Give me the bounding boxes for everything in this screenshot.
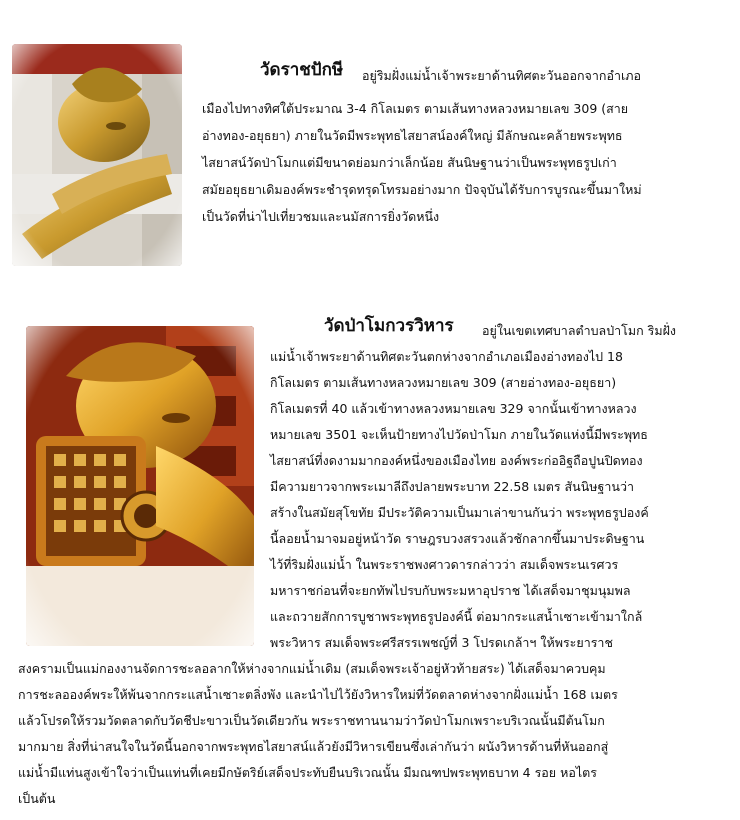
section2-line-15: การชะลอองค์พระให้พ้นจากกระแสน้ำเซาะตลิ่งพัง และนำไปไว้ยังวิหารใหม่ที่วัดตลาดห่างจากฝั่งแม่น้ำ 168 เมตร [18,687,618,702]
section2-line-14: สงครามเป็นแม่กองงานจัดการชะลอลากให้ห่างจากแม่น้ำเดิม (สมเด็จพระเจ้าอยู่หัวท้ายสระ) ได้เสด็จมาควบคุม [18,661,606,676]
section2-line-6: ไสยาสน์ที่งดงามมากองค์หนึ่งของเมืองไทย องค์พระก่ออิฐถือปูนปิดทอง [270,453,643,468]
section2-line-17: มากมาย สิ่งที่น่าสนใจในวัดนี้นอกจากพระพุทธไสยาสน์แล้วยังมีวิหารเขียนซึ่งเล่ากันว่า ผนังวิหารด้านที่หันออกสู่ [18,739,609,754]
reclining-buddha-photo-2 [26,326,254,646]
section1-line-2: เมืองไปทางทิศใต้ประมาณ 3-4 กิโลเมตร ตามเส้นทางหลวงหมายเลข 309 (สาย [202,101,629,116]
section2-line-10: ไว้ที่ริมฝั่งแม่น้ำ ในพระราชพงศาวดารกล่าวว่า สมเด็จพระนเรศวร [270,557,619,572]
section2-line-19: เป็นต้น [18,791,56,806]
section2-line-9: นี้ลอยน้ำมาจมอยู่หน้าวัด ราษฎรบวงสรวงแล้วชักลากขึ้นมาประดิษฐาน [270,531,645,546]
reclining-buddha-photo-1 [12,44,182,266]
section1-line-5: สมัยอยุธยาเดิมองค์พระชำรุดทรุดโทรมอย่างมาก ปัจจุบันได้รับการบูรณะขึ้นมาใหม่ [202,182,642,197]
section1-line-6: เป็นวัดที่น่าไปเที่ยวชมและนมัสการยิ่งวัดหนึ่ง [202,209,440,224]
section2-line-5: หมายเลข 3501 จะเห็นป้ายทางไปวัดป่าโมก ภายในวัดแห่งนี้มีพระพุทธ [270,427,648,442]
section2-line-2: แม่น้ำเจ้าพระยาด้านทิศตะวันตกห่างจากอำเภอเมืองอ่างทองไป 18 [270,349,623,364]
section2-line-8: สร้างในสมัยสุโขทัย มีประวัติความเป็นมาเล่าขานกันว่า พระพุทธรูปองค์ [270,505,649,520]
reclining-buddha-illustration-1 [12,44,182,266]
section2-line-16: แล้วโปรดให้รวมวัดตลาดกับวัดชีปะขาวเป็นวัดเดียวกัน พระราชทานนามว่าวัดป่าโมกเพราะบริเวณนั้นมีต้นโมก [18,713,605,728]
section2-line-13: พระวิหาร สมเด็จพระศรีสรรเพชญ์ที่ 3 โปรดเกล้าฯ ให้พระยาราช [270,635,613,650]
section2-line-3: กิโลเมตร ตามเส้นทางหลวงหมายเลข 309 (สายอ่างทอง-อยุธยา) [270,375,617,390]
section1-line-1: อยู่ริมฝั่งแม่น้ำเจ้าพระยาด้านทิศตะวันออกจากอำเภอ [362,68,641,83]
section2-line-4: กิโลเมตรที่ 40 แล้วเข้าทางหลวงหมายเลข 329 จากนั้นเข้าทางหลวง [270,401,637,416]
section2-line-11: มหาราชก่อนที่จะยกทัพไปรบกับพระมหาอุปราช ได้เสด็จมาชุมนุมพล [270,583,631,598]
section1-line-4: ไสยาสน์วัดป่าโมกแต่มีขนาดย่อมกว่าเล็กน้อย สันนิษฐานว่าเป็นพระพุทธรูปเก่า [202,155,617,170]
section1-line-3: อ่างทอง-อยุธยา) ภายในวัดมีพระพุทธไสยาสน์องค์ใหญ่ มีลักษณะคล้ายพระพุทธ [202,128,623,143]
section2-line-7: มีความยาวจากพระเมาลีถึงปลายพระบาท 22.58 เมตร สันนิษฐานว่า [270,479,634,494]
reclining-buddha-illustration-2 [26,326,254,646]
section2-line-12: และถวายสักการบูชาพระพุทธรูปองค์นี้ ต่อมากระแสน้ำเซาะเข้ามาใกล้ [270,609,643,624]
section2-title: วัดป่าโมกวรวิหาร [324,316,454,336]
section2-line-18: แม่น้ำมีแท่นสูงเข้าใจว่าเป็นแท่นที่เคยมีกษัตริย์เสด็จประทับยืนบริเวณนั้น มีมณฑปพระพุทธบาท 4 รอย หอไตร [18,765,597,780]
section2-line-1: อยู่ในเขตเทศบาลตำบลป่าโมก ริมฝั่ง [482,323,677,338]
section1-title: วัดราชปักษี [260,60,344,80]
